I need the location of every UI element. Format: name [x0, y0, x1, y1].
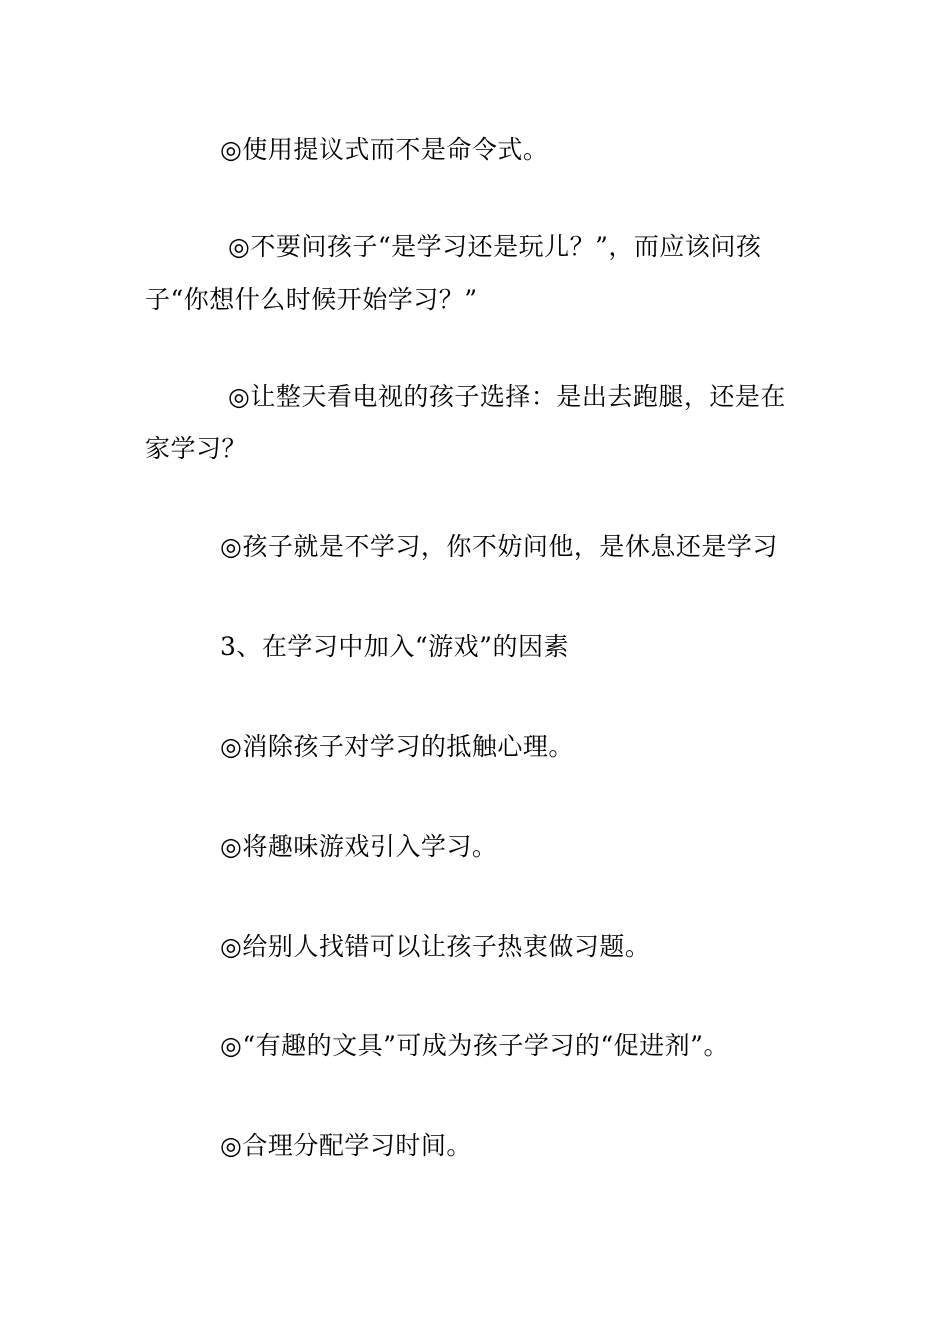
paragraph-allocate-time: ◎合理分配学习时间。 [220, 1131, 472, 1160]
paragraph-find-errors: ◎给别人找错可以让孩子热衷做习题。 [220, 932, 651, 961]
paragraph-remove-resistance: ◎消除孩子对学习的抵触心理。 [220, 732, 574, 761]
paragraph-fun-games: ◎将趣味游戏引入学习。 [220, 832, 498, 861]
paragraph-rest-or-study: ◎孩子就是不学习，你不妨问他，是休息还是学习 [220, 532, 778, 561]
section-heading-games-in-learning: 3、在学习中加入“游戏”的因素 [220, 632, 569, 661]
paragraph-tv-child-choice-line-2: 家学习？ [145, 434, 248, 463]
paragraph-ask-when-to-study-line-2: 子“你想什么时候开始学习？” [145, 285, 478, 314]
paragraph-tv-child-choice-line-1: ◎让整天看电视的孩子选择：是出去跑腿，还是在 [228, 382, 786, 411]
paragraph-ask-when-to-study-line-1: ◎不要问孩子“是学习还是玩儿？”，而应该问孩 [228, 232, 762, 261]
paragraph-suggestion-not-command: ◎使用提议式而不是命令式。 [220, 135, 549, 164]
paragraph-fun-stationery: ◎“有趣的文具”可成为孩子学习的“促进剂”。 [220, 1031, 729, 1060]
